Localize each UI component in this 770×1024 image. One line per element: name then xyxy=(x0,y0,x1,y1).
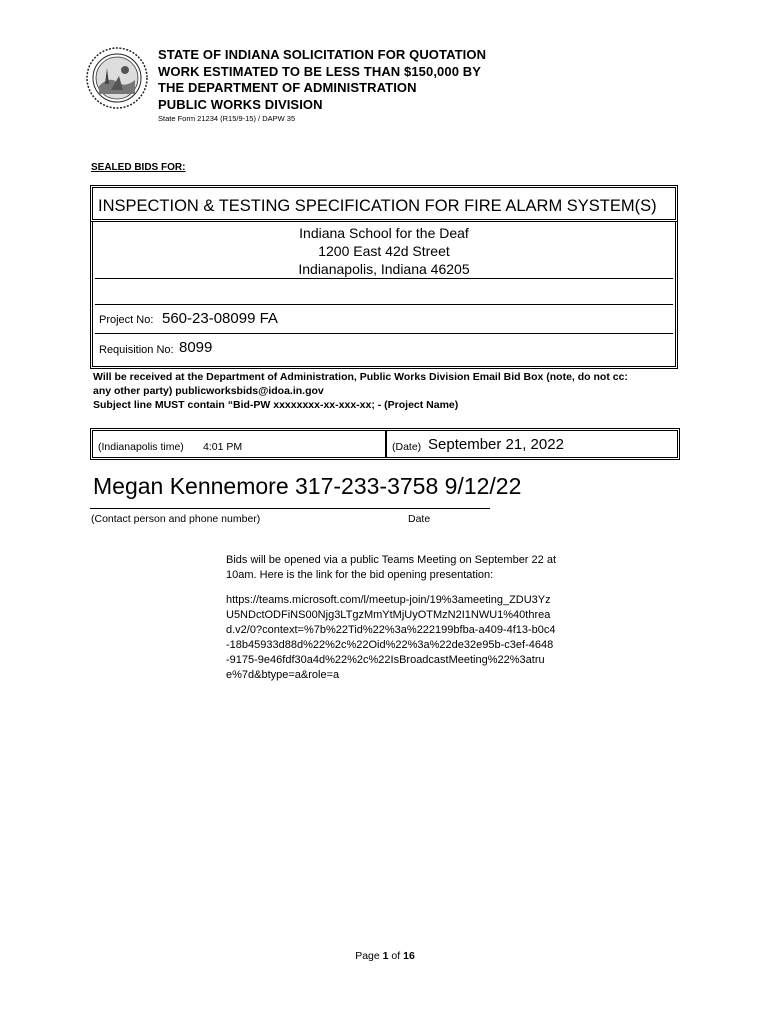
requisition-row xyxy=(95,334,673,363)
project-number: 560-23-08099 FA xyxy=(162,310,278,327)
subject-line-rule: Subject line MUST contain “Bid-PW xxxxxxxx-xx-xxx-xx; - (Project Name) xyxy=(93,399,459,411)
bid-opening-notice: Bids will be opened via a public Teams Meeting on September 22 at 10am. Here is the link for the bid opening presentation: xyxy=(226,554,556,581)
page-total: 16 xyxy=(403,950,415,962)
teams-meeting-link[interactable]: https://teams.microsoft.com/l/meetup-join/19%3ameeting_ZDU3YzU5NDctODFiNS00Njg3LTgzMmYtMjUyOTMzN2I1NWU1%40thread.v2/0?context=%7b%22Tid%22%3a%222199bfba-a409-4f13-b0c4-18b45933d88d%22%2c%22Oid%22%3a%22de32e95b-c3ef-4648-9175-9e46fdf30a4d%22%2c%22IsBroadcastMeeting%22%3atrue%7d&btype=a&role=a xyxy=(226,594,556,681)
address-block xyxy=(95,222,673,279)
form-id: State Form 21234 (R15/9-15) / DAPW 35 xyxy=(158,114,296,123)
header-line-4: PUBLIC WORKS DIVISION xyxy=(158,96,323,112)
time-value: 4:01 PM xyxy=(203,441,243,453)
received-email: any other party) publicworksbids@idoa.in.gov xyxy=(93,385,324,397)
project-label: Project No: xyxy=(99,314,154,326)
received-prefix: Will be received at the xyxy=(93,371,207,383)
title-box xyxy=(90,185,678,222)
requisition-label: Requisition No: xyxy=(99,344,174,356)
time-label: (Indianapolis time) xyxy=(98,441,184,453)
requisition-number: 8099 xyxy=(179,339,213,356)
page-footer xyxy=(0,950,770,962)
header-line-3: THE DEPARTMENT OF ADMINISTRATION xyxy=(158,80,417,95)
page-number: 1 xyxy=(382,950,389,962)
address-line-1: Indiana School for the Deaf xyxy=(299,225,469,241)
received-location: Department of Administration, Public Works Division Email Bid Box (note, do not cc: xyxy=(206,371,628,383)
contact-date-label: Date xyxy=(408,513,431,525)
date-cell xyxy=(387,431,677,457)
date-value: September 21, 2022 xyxy=(428,436,564,453)
contact-label: (Contact person and phone number) xyxy=(91,513,261,525)
header-line-1: STATE OF INDIANA SOLICITATION FOR QUOTATION xyxy=(158,47,487,62)
contact-value: Megan Kennemore 317-233-3758 9/12/22 xyxy=(93,473,522,499)
header-line-2: WORK ESTIMATED TO BE LESS THAN $150,000 BY xyxy=(158,63,482,79)
sealed-bids-label: SEALED BIDS FOR: xyxy=(91,162,186,173)
address-line-3: Indianapolis, Indiana 46205 xyxy=(298,261,470,277)
contact-underline xyxy=(90,508,490,509)
page-label: Page xyxy=(355,950,380,962)
of-label: of xyxy=(391,950,401,962)
time-date-box xyxy=(90,428,680,460)
submission-instructions xyxy=(93,370,683,412)
time-cell xyxy=(93,431,387,457)
state-seal-logo xyxy=(85,46,149,110)
form-header xyxy=(158,47,486,123)
project-row xyxy=(95,305,673,334)
date-label: (Date) xyxy=(392,441,422,453)
address-line-2: 1200 East 42d Street xyxy=(318,243,450,259)
document-title: INSPECTION & TESTING SPECIFICATION FOR FIRE ALARM SYSTEM(S) xyxy=(98,197,657,215)
blank-row xyxy=(95,279,673,305)
address-box xyxy=(90,222,678,369)
